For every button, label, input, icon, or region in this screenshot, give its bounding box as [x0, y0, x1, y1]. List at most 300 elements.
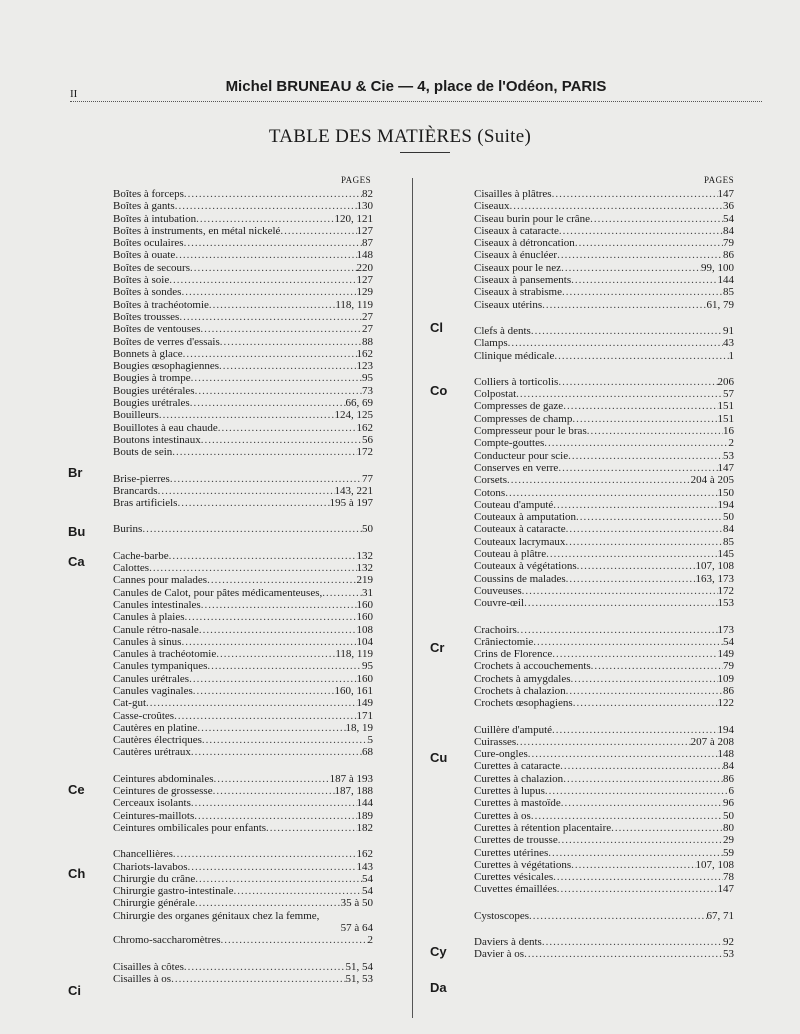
- entry-label: Curettes de trousse: [474, 834, 558, 847]
- entry-label: Ciseau burin pour le crâne: [474, 212, 591, 225]
- index-entry: [113, 434, 373, 446]
- leader-dots: [209, 299, 335, 311]
- section-gap: [113, 834, 373, 848]
- entry-label: Chirurgie du crâne: [113, 872, 196, 885]
- entry-label: Canules à trachéotomie: [113, 648, 217, 661]
- leader-dots: [280, 225, 356, 237]
- entry-label: Ciseaux à pansements: [474, 274, 572, 287]
- entry-pages: 104: [356, 635, 373, 648]
- entry-pages: 85: [723, 535, 734, 548]
- entry-pages: 50: [723, 511, 734, 524]
- index-entry: [113, 336, 373, 348]
- section-gap: [113, 759, 373, 773]
- entry-label: Couteaux lacrymaux: [474, 535, 566, 548]
- entry-pages: 2: [728, 437, 734, 450]
- entry-label: Boîtes oculaires: [113, 237, 184, 250]
- entry-pages: 160: [356, 611, 373, 624]
- entry-pages: 107, 108: [695, 858, 734, 871]
- entry-pages: 95: [362, 372, 373, 385]
- index-entry: [113, 636, 373, 648]
- entry-label: Conducteur pour scie: [474, 449, 569, 462]
- entry-label: Cisailles à os: [113, 972, 172, 985]
- index-entry: [474, 299, 734, 311]
- entry-label: Bougies œsophagiennes: [113, 360, 220, 373]
- index-entry: [474, 810, 734, 822]
- leader-dots: [552, 648, 717, 660]
- index-entry: [113, 311, 373, 323]
- index-column-right: [474, 188, 734, 961]
- index-entry: [113, 237, 373, 249]
- leader-dots: [196, 213, 334, 225]
- entry-label: Ciseaux utérins: [474, 298, 543, 311]
- entry-pages: 145: [717, 548, 734, 561]
- index-entry: [474, 785, 734, 797]
- entry-pages: 57: [723, 388, 734, 401]
- index-entry: [474, 274, 734, 286]
- pages-header-left: PAGES: [341, 175, 372, 185]
- leader-dots: [181, 636, 356, 648]
- index-entry: [474, 450, 734, 462]
- entry-label: Ciseaux à cataracte: [474, 224, 559, 237]
- index-entry: [474, 237, 734, 249]
- entry-label: Bouts de sein: [113, 446, 173, 459]
- leader-dots: [552, 188, 718, 200]
- entry-pages: 56: [362, 433, 373, 446]
- index-entry: [113, 885, 373, 897]
- index-entry: [474, 673, 734, 685]
- entry-label: Couvre-œil: [474, 597, 525, 610]
- leader-dots: [560, 760, 723, 772]
- entry-label: Couteaux à végétations: [474, 560, 577, 573]
- index-entry: [474, 697, 734, 709]
- entry-label: Ciseaux à strabisme: [474, 286, 562, 299]
- entry-label: Crochets œsophagiens: [474, 697, 573, 710]
- entry-pages: 87: [362, 237, 373, 250]
- entry-label: Bonnets à glace: [113, 347, 183, 360]
- index-entry: [113, 562, 373, 574]
- entry-label: Boîtes trousses: [113, 310, 180, 323]
- leader-dots: [201, 434, 362, 446]
- page-title: TABLE DES MATIÈRES (Suite): [268, 126, 532, 147]
- index-entry: [474, 511, 734, 523]
- entry-label: Davier à os: [474, 948, 525, 961]
- leader-dots: [505, 487, 717, 499]
- entry-label: Ceintures ombilicales pour enfants: [113, 821, 267, 834]
- entry-label: Boutons intestinaux: [113, 433, 201, 446]
- leader-dots: [533, 636, 723, 648]
- leader-dots: [218, 422, 357, 434]
- section-gap: [474, 610, 734, 624]
- leader-dots: [202, 734, 368, 746]
- entry-label: Boîtes à ouate: [113, 249, 176, 262]
- entry-pages: 84: [723, 523, 734, 536]
- index-entry: [474, 847, 734, 859]
- index-entry: [113, 422, 373, 434]
- index-entry: [113, 473, 373, 485]
- index-entry: [474, 437, 734, 449]
- section-gap: [474, 311, 734, 325]
- index-entry: [474, 225, 734, 237]
- entry-pages: 35 à 50: [340, 897, 373, 910]
- index-entry: [113, 710, 373, 722]
- section-letter-ci: Ci: [68, 983, 81, 998]
- entry-pages: 153: [717, 597, 734, 610]
- index-entry: [113, 523, 373, 535]
- entry-pages: 149: [717, 648, 734, 661]
- index-entry: [113, 574, 373, 586]
- leader-dots: [190, 262, 357, 274]
- leader-dots: [509, 200, 723, 212]
- index-entry: [113, 961, 373, 973]
- entry-pages: 162: [356, 848, 373, 861]
- entry-label: Cat-gut: [113, 697, 146, 710]
- entry-pages: 204 à 205: [690, 474, 734, 487]
- index-entry: [113, 922, 373, 934]
- entry-pages: 172: [356, 446, 373, 459]
- entry-pages: 54: [362, 872, 373, 885]
- entry-pages: 73: [362, 384, 373, 397]
- leader-dots: [184, 237, 362, 249]
- section-letter-cu: Cu: [430, 750, 448, 765]
- leader-dots: [179, 311, 362, 323]
- entry-pages: 129: [356, 286, 373, 299]
- entry-pages: 80: [723, 821, 734, 834]
- entry-pages: 92: [723, 936, 734, 949]
- entry-pages: 27: [362, 310, 373, 323]
- entry-label: Boîtes à soie: [113, 274, 170, 287]
- entry-pages: 195 à 197: [329, 497, 373, 510]
- leader-dots: [542, 936, 723, 948]
- entry-label: Cuillère d'amputé: [474, 723, 553, 736]
- entry-pages: 54: [723, 212, 734, 225]
- entry-label: Compresseur pour le bras: [474, 425, 587, 438]
- leader-dots: [517, 624, 718, 636]
- entry-pages: 79: [723, 237, 734, 250]
- entry-label: Chancellières: [113, 848, 173, 861]
- leader-dots: [561, 262, 701, 274]
- entry-pages: 53: [723, 948, 734, 961]
- leader-dots: [171, 973, 345, 985]
- entry-label: Cautères électriques: [113, 734, 202, 747]
- entry-pages: 50: [362, 523, 373, 536]
- index-entry: [474, 548, 734, 560]
- leader-dots: [591, 660, 723, 672]
- index-entry: [474, 213, 734, 225]
- entry-label: Boîtes à sondes: [113, 286, 182, 299]
- entry-pages: 96: [723, 797, 734, 810]
- entry-label: Ciseaux à détroncation: [474, 237, 575, 250]
- leader-dots: [191, 372, 362, 384]
- leader-dots: [219, 360, 356, 372]
- pages-header-right: PAGES: [704, 175, 735, 185]
- leader-dots: [174, 710, 356, 722]
- leader-dots: [190, 397, 346, 409]
- index-entry: [113, 262, 373, 274]
- entry-label: Ciseaux à énucléer: [474, 249, 558, 262]
- leader-dots: [197, 722, 345, 734]
- leader-dots: [508, 337, 723, 349]
- entry-label: Bouillotes à eau chaude: [113, 421, 218, 434]
- entry-label: Boîtes à gants: [113, 200, 175, 213]
- entry-pages: 1: [728, 349, 734, 362]
- entry-label: Bougies urétrales: [113, 397, 190, 410]
- leader-dots: [562, 286, 723, 298]
- leader-dots: [565, 536, 723, 548]
- entry-label: Canules tympaniques: [113, 660, 208, 673]
- leader-dots: [189, 673, 356, 685]
- entry-label: Couveuses: [474, 584, 522, 597]
- leader-dots: [183, 348, 357, 360]
- index-entry: [113, 599, 373, 611]
- entry-pages: 108: [356, 623, 373, 636]
- entry-pages: 54: [362, 885, 373, 898]
- leader-dots: [542, 299, 706, 311]
- entry-pages: 194: [717, 498, 734, 511]
- entry-label: Couteau à plâtre: [474, 548, 547, 561]
- section-letter-co: Co: [430, 383, 448, 398]
- index-entry: [113, 861, 373, 873]
- entry-pages: 143: [356, 860, 373, 873]
- entry-pages: 147: [717, 188, 734, 200]
- index-entry: [474, 425, 734, 437]
- index-entry: [113, 188, 373, 200]
- leader-dots: [193, 685, 335, 697]
- entry-label: Couteau d'amputé: [474, 498, 554, 511]
- index-entry: [474, 859, 734, 871]
- index-entry: [113, 225, 373, 237]
- entry-label: Chirurgie générale: [113, 897, 195, 910]
- index-entry: [113, 213, 373, 225]
- entry-pages: 84: [723, 760, 734, 773]
- leader-dots: [566, 573, 696, 585]
- index-entry: [113, 485, 373, 497]
- section-letter-bu: Bu: [68, 524, 86, 539]
- entry-pages: 182: [356, 821, 373, 834]
- leader-dots: [576, 511, 723, 523]
- index-entry: [474, 376, 734, 388]
- leader-dots: [554, 350, 728, 362]
- entry-label: Ceintures de grossesse: [113, 785, 213, 798]
- index-entry: [474, 724, 734, 736]
- index-entry: [474, 325, 734, 337]
- leader-dots: [575, 237, 723, 249]
- entry-label: Bouilleurs: [113, 409, 159, 422]
- entry-label: Cerceaux isolants: [113, 797, 191, 810]
- index-entry: [474, 910, 734, 922]
- entry-label: Compte-gouttes: [474, 437, 545, 450]
- entry-label: Canules de Calot, pour pâtes médicamenteuses,: [113, 586, 323, 599]
- entry-label: Burins: [113, 523, 143, 536]
- entry-pages: 118, 119: [335, 648, 373, 661]
- entry-label: Coussins de malades: [474, 572, 566, 585]
- leader-dots: [172, 446, 356, 458]
- entry-label: Cuirasses: [474, 735, 517, 748]
- entry-pages: 82: [362, 188, 373, 200]
- index-entry: [474, 337, 734, 349]
- entry-label: Boîtes de secours: [113, 261, 190, 274]
- entry-label: Curettes à mastoïde: [474, 797, 561, 810]
- leader-dots: [557, 883, 718, 895]
- entry-label: Clamps: [474, 337, 508, 350]
- index-entry: [474, 760, 734, 772]
- leader-dots: [213, 785, 335, 797]
- index-entry: [113, 299, 373, 311]
- section-gap: [113, 536, 373, 550]
- entry-pages: 16: [723, 425, 734, 438]
- entry-pages: 149: [356, 697, 373, 710]
- index-entry: [113, 897, 373, 909]
- entry-pages: 187 à 193: [329, 772, 373, 785]
- index-entry: [113, 934, 373, 946]
- entry-pages: 143, 221: [334, 484, 373, 497]
- entry-label: Crâniectomie: [474, 635, 534, 648]
- index-entry: [113, 734, 373, 746]
- entry-label: Crins de Florence: [474, 648, 553, 661]
- leader-dots: [146, 697, 357, 709]
- entry-pages: 173: [717, 623, 734, 636]
- index-entry: [113, 848, 373, 860]
- entry-label: Crochets à amygdales: [474, 672, 571, 685]
- index-entry: [474, 736, 734, 748]
- index-entry: [113, 497, 373, 509]
- index-entry: [113, 286, 373, 298]
- leader-dots: [173, 848, 357, 860]
- entry-pages: 91: [723, 324, 734, 337]
- index-entry: [113, 648, 373, 660]
- index-entry: [474, 597, 734, 609]
- entry-pages: 122: [717, 697, 734, 710]
- entry-pages: 6: [728, 785, 734, 798]
- leader-dots: [507, 474, 691, 486]
- entry-pages: 61, 79: [706, 298, 734, 311]
- leader-dots: [188, 861, 357, 873]
- entry-pages: 31: [362, 586, 373, 599]
- entry-label: Curettes utérines: [474, 846, 549, 859]
- leader-dots: [177, 497, 329, 509]
- index-entry: [474, 834, 734, 846]
- section-gap: [474, 922, 734, 936]
- leader-dots: [558, 462, 717, 474]
- entry-pages: 207 à 208: [690, 735, 734, 748]
- section-gap: [113, 947, 373, 961]
- index-entry: [113, 360, 373, 372]
- leader-dots: [516, 388, 723, 400]
- index-entry: [113, 372, 373, 384]
- leader-dots: [221, 934, 368, 946]
- index-entry: [113, 587, 373, 599]
- index-entry: [474, 624, 734, 636]
- leader-dots: [184, 961, 346, 973]
- leader-dots: [207, 574, 356, 586]
- entry-pages: 151: [717, 412, 734, 425]
- leader-dots: [528, 748, 718, 760]
- index-entry: [474, 636, 734, 648]
- entry-pages: 86: [723, 684, 734, 697]
- leader-dots: [566, 685, 723, 697]
- publisher-header: Michel BRUNEAU & Cie — 4, place de l'Odéon, PARIS: [225, 78, 607, 95]
- index-entry: [474, 487, 734, 499]
- section-gap: [113, 459, 373, 473]
- leader-dots: [194, 810, 356, 822]
- entry-label: Canules à plaies: [113, 611, 185, 624]
- entry-pages: 53: [723, 449, 734, 462]
- entry-label: Boîtes de ventouses: [113, 323, 201, 336]
- entry-label: Curettes à chalazion: [474, 772, 564, 785]
- leader-dots: [571, 274, 717, 286]
- index-entry: [474, 797, 734, 809]
- entry-pages: 206: [717, 375, 734, 388]
- leader-dots: [175, 249, 356, 261]
- leader-dots: [216, 648, 335, 660]
- entry-label: Brise-pierres: [113, 472, 170, 485]
- entry-label: Crachoirs: [474, 623, 517, 636]
- entry-pages: 160, 161: [334, 684, 373, 697]
- entry-label: Curettes à lupus: [474, 785, 545, 798]
- entry-pages: 99, 100: [701, 261, 734, 274]
- entry-label: Cautères urétraux: [113, 746, 191, 759]
- entry-pages: 144: [356, 797, 373, 810]
- index-entry: [474, 648, 734, 660]
- leader-dots: [169, 550, 357, 562]
- entry-label: Canules à sinus: [113, 635, 182, 648]
- section-letter-cy: Cy: [430, 944, 447, 959]
- leader-dots: [201, 599, 357, 611]
- entry-pages: 85: [723, 286, 734, 299]
- leader-dots: [587, 425, 723, 437]
- leader-dots: [531, 810, 723, 822]
- leader-dots: [169, 274, 356, 286]
- section-letter-cl: Cl: [430, 320, 443, 335]
- leader-dots: [577, 560, 696, 572]
- entry-label: Couteaux à amputation: [474, 511, 577, 524]
- index-entry: [474, 462, 734, 474]
- leader-dots: [558, 376, 717, 388]
- index-entry: [474, 871, 734, 883]
- entry-pages: 147: [717, 461, 734, 474]
- entry-label: Canules urétrales: [113, 672, 190, 685]
- index-entry: [474, 748, 734, 760]
- index-entry: [113, 348, 373, 360]
- index-entry: [474, 400, 734, 412]
- entry-label: Clinique médicale: [474, 349, 555, 362]
- leader-dots: [611, 822, 723, 834]
- entry-label: Bougies à trompe: [113, 372, 191, 385]
- leader-dots: [529, 910, 707, 922]
- entry-pages: 78: [723, 871, 734, 884]
- entry-pages: 36: [723, 200, 734, 213]
- index-entry: [474, 660, 734, 672]
- index-entry: [474, 883, 734, 895]
- index-entry: [113, 249, 373, 261]
- entry-pages: 77: [362, 472, 373, 485]
- index-entry: [113, 397, 373, 409]
- leader-dots: [553, 499, 717, 511]
- leader-dots: [559, 225, 723, 237]
- entry-pages: 109: [717, 672, 734, 685]
- index-entry: [474, 413, 734, 425]
- entry-pages: 86: [723, 772, 734, 785]
- entry-label: Ceintures abdominales: [113, 772, 214, 785]
- entry-pages: 68: [362, 746, 373, 759]
- entry-pages: 148: [717, 748, 734, 761]
- leader-dots: [207, 660, 362, 672]
- index-entry: [113, 797, 373, 809]
- leader-dots: [195, 385, 362, 397]
- index-entry: [113, 409, 373, 421]
- index-entry: [113, 385, 373, 397]
- entry-label: Curettes à rétention placentaire: [474, 821, 612, 834]
- section-letter-ca: Ca: [68, 554, 85, 569]
